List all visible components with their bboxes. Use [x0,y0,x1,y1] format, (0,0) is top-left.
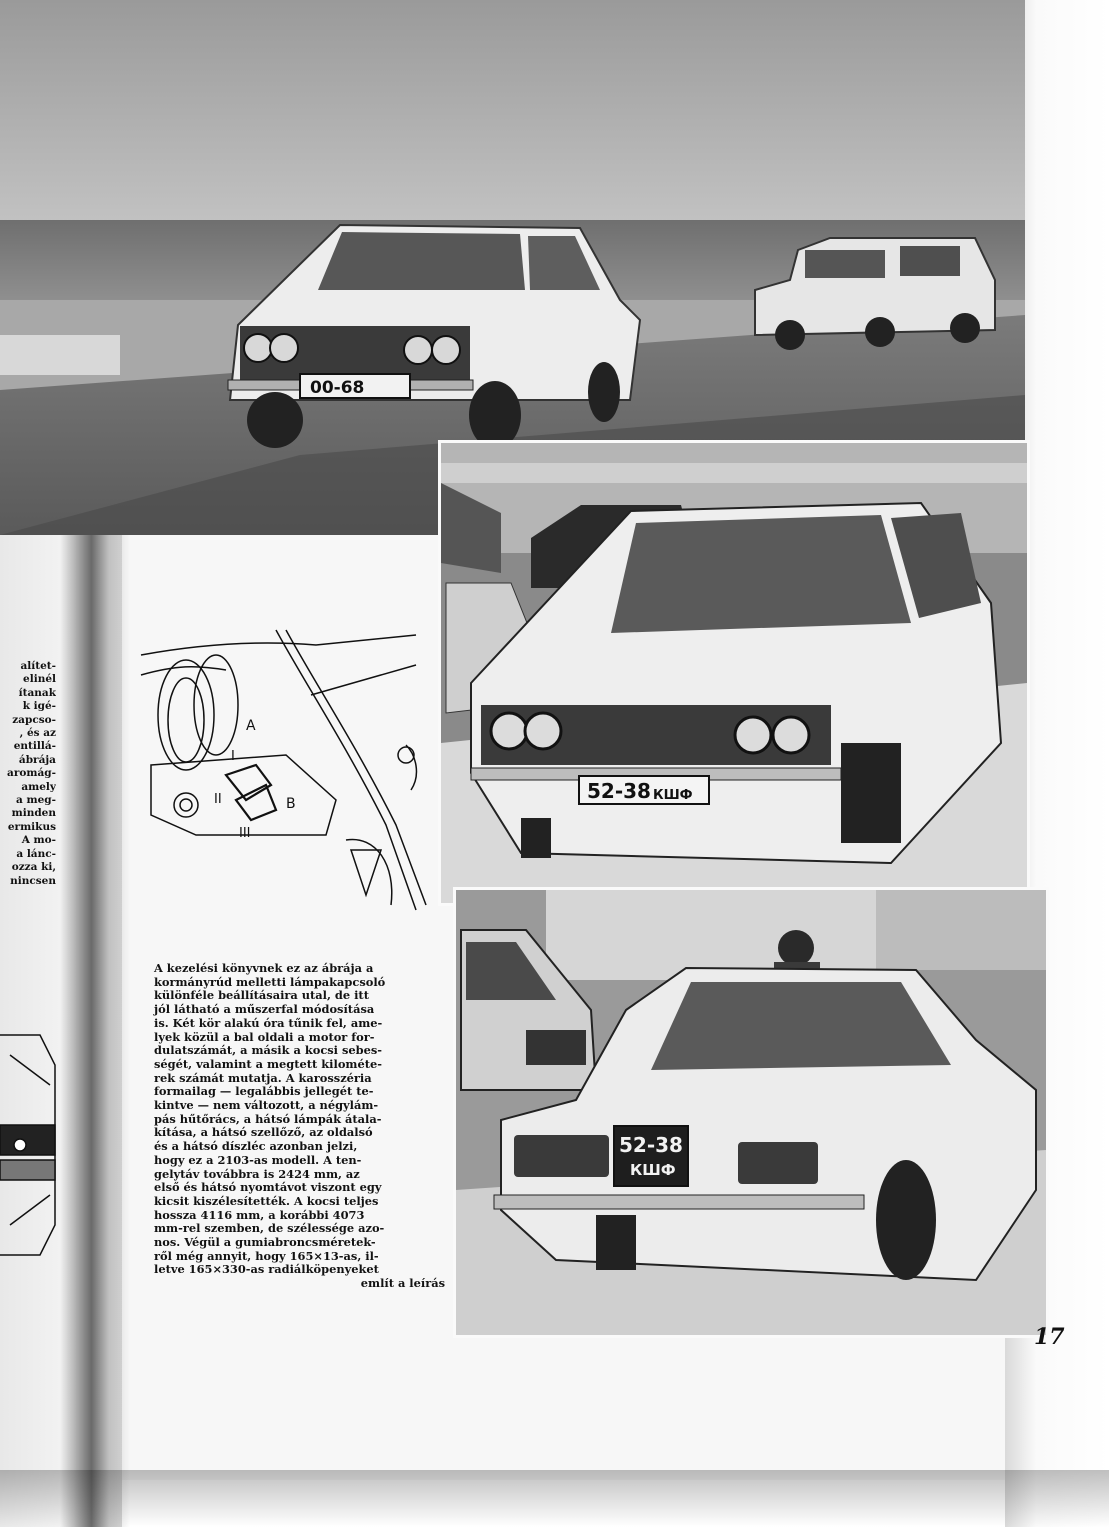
left-col-line: minden [11,807,56,820]
photo-middle-image [441,443,1027,903]
left-col-line: ermikus [7,820,56,833]
caption-line: különféle beállításaira utal, de itt [154,988,369,1003]
bottom-plate-line2: КШФ [630,1161,676,1179]
caption-line: nos. Végül a gumiabroncsméretek- [154,1235,376,1250]
left-col-line: A mo- [21,834,56,847]
top-sedan-plate: 00-68 [310,378,365,398]
caption-line: kicsit kiszélesítették. A kocsi teljes [154,1193,379,1208]
caption-line: ségét, valamint a megtett kilométe- [154,1056,382,1071]
left-col-line: amely [21,780,56,793]
caption-line: és a hátsó díszléc azonban jelzi, [154,1139,358,1154]
caption-line: kormányrúd melletti lámpakapcsoló [154,974,386,989]
caption-line: letve 165×330-as radiálköpenyeket [154,1262,379,1277]
caption-line: első és hátsó nyomtávot viszont egy [154,1180,382,1195]
light-switch-diagram [136,625,431,915]
caption-line: hossza 4116 mm, a korábbi 4073 [154,1207,365,1222]
diagram-label-iii: III [239,826,251,841]
caption-line: ről még annyit, hogy 165×13-as, il- [154,1248,379,1263]
bottom-plate-line1: 52-38 [619,1133,683,1157]
left-col-line: ozza ki, [11,861,56,874]
left-col-line: nincsen [10,874,56,887]
diagram-label-ii: II [214,792,222,807]
photo-middle-front-view [438,440,1030,906]
caption-line: formailag — legalábbis jellegét te- [154,1084,374,1099]
left-col-line: ábrája [18,753,56,766]
middle-plate-suffix: КШФ [653,788,693,803]
page-number: 17 [1034,1324,1065,1350]
diagram-label-a: A [246,718,256,734]
caption-line: is. Két kör alakú óra tűnik fel, ame- [154,1015,383,1030]
left-page-text-column [0,660,56,888]
left-col-line: ítanak [18,686,56,699]
left-col-line: aromág- [7,767,56,780]
scan-bottom-shadow [0,1470,1109,1527]
diagram-label-b: B [286,796,296,812]
left-col-line: entillá- [13,740,56,753]
caption-line: lyek közül a bal oldali a motor for- [154,1029,375,1044]
left-col-line: a lánc- [16,847,56,860]
caption-line: gelytáv továbbra is 2424 mm, az [154,1166,360,1181]
caption-line: kintve — nem változott, a négylám- [154,1098,379,1113]
caption-line: mm-rel szemben, de szélessége azo- [154,1221,385,1236]
photo-caption [154,962,445,1291]
caption-line: említ a leírás [360,1276,445,1291]
caption-line: A kezelési könyvnek ez az ábrája a [154,961,374,975]
left-col-line: elinél [23,673,56,686]
photo-bottom-rear-view [453,887,1049,1338]
caption-line: dulatszámát, a másik a kocsi sebes- [154,1043,382,1058]
caption-line: kítása, a hátsó szellőző, az oldalsó [154,1125,373,1140]
caption-line: rek számát mutatja. A karosszéria [154,1070,372,1085]
middle-plate-number: 52-38 [587,779,651,803]
photo-bottom-image [456,890,1046,1335]
left-col-line: alítet- [20,660,56,672]
diagram-label-i: I [231,749,235,764]
left-col-line: a meg- [16,794,56,807]
caption-line: hogy ez a 2103-as modell. A ten- [154,1152,362,1167]
left-col-line: , és az [19,727,56,740]
left-col-line: k igé- [22,700,56,713]
left-page-technical-drawing [0,1025,60,1265]
left-col-line: zapcso- [12,713,56,726]
caption-line: jól látható a műszerfal módosítása [154,1002,375,1017]
caption-line: pás hűtőrács, a hátsó lámpák átala- [154,1111,382,1126]
